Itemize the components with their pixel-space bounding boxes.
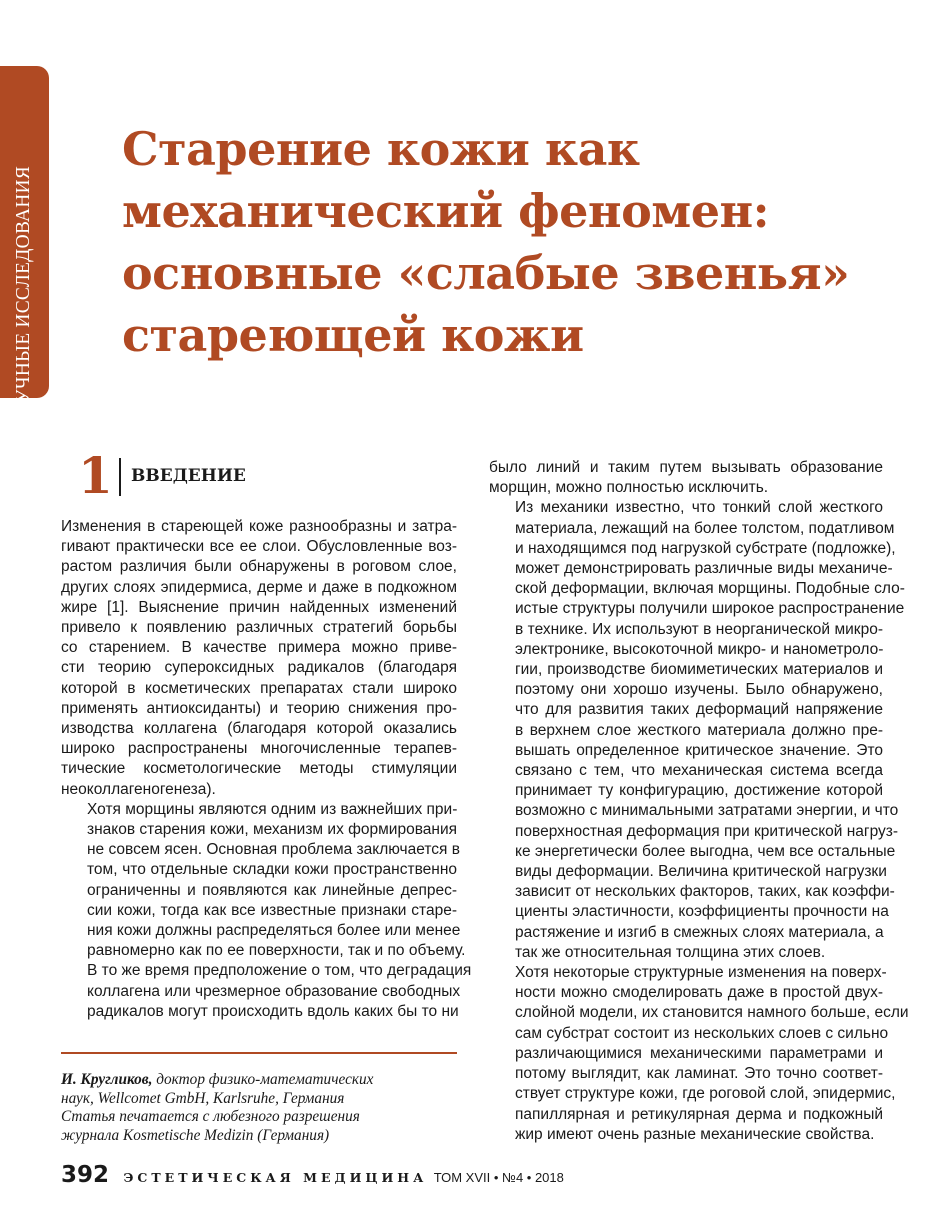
title-line: стареющей кожи bbox=[122, 308, 584, 362]
text-line: знаков старения кожи, механизм их формирования bbox=[87, 821, 457, 839]
section-side-tab bbox=[0, 66, 49, 430]
title-line: Старение кожи как bbox=[122, 122, 640, 176]
text-line: морщин, можно полностью исключить. bbox=[489, 479, 769, 497]
text-line: потому выглядит, как ламинат. Это точно соответ- bbox=[515, 1065, 883, 1083]
text-line: ния кожи должны распределяться более или менее bbox=[87, 922, 461, 940]
title-line: основные «слабые звенья» bbox=[122, 246, 850, 300]
text-line: других слоях эпидермиса, дерме и даже в подкожном bbox=[61, 578, 457, 596]
paragraph bbox=[61, 517, 457, 800]
text-line: широко распространены многочисленные терапев- bbox=[61, 740, 457, 758]
text-line: ской деформации, включая морщины. Подобные сло- bbox=[515, 580, 905, 598]
text-line: может демонстрировать различные виды механиче- bbox=[515, 560, 893, 578]
text-line: поэтому они хорошо изучены. Было обнаружено, bbox=[515, 681, 883, 699]
text-line: радикалов могут происходить вдоль каких бы то ни bbox=[87, 1002, 459, 1020]
text-line: Хотя морщины являются одним из важнейших при- bbox=[87, 800, 458, 818]
page-footer bbox=[61, 1162, 564, 1188]
text-line: зависит от нескольких факторов, таких, как коэффи- bbox=[515, 883, 895, 901]
journal-name: ЭСТЕТИЧЕСКАЯ МЕДИЦИНА bbox=[123, 1170, 428, 1185]
paragraph bbox=[61, 800, 472, 1022]
text-line: привело к появлению различных стратегий борьбы bbox=[61, 619, 457, 637]
text-line: циенты эластичности, коэффициенты прочности на bbox=[515, 903, 889, 921]
author-line: наук, Wellcomet GmbH, Karlsruhe, Германия bbox=[61, 1089, 345, 1107]
author-credentials: доктор физико-математических bbox=[152, 1071, 374, 1088]
text-line: тические косметологические методы стимуляции bbox=[61, 760, 457, 778]
text-line: связано с тем, что механическая система всегда bbox=[515, 762, 883, 780]
text-line: В то же время предположение о том, что деградация bbox=[87, 962, 472, 980]
text-line: принимает ту конфигурацию, достижение которой bbox=[515, 782, 883, 800]
text-line: том, что отдельные складки кожи пространственно bbox=[87, 861, 457, 879]
text-line: не совсем ясен. Основная проблема заключается в bbox=[87, 841, 460, 859]
text-line: которой в косметических препаратах стали широко bbox=[61, 679, 457, 697]
text-line: неоколлагеногенеза). bbox=[61, 780, 216, 798]
text-line: сти теорию супероксидных радикалов (благодаря bbox=[61, 659, 457, 677]
text-line: электронике, высокоточной микро- и нанометроло- bbox=[515, 640, 884, 658]
author-name: И. Кругликов, bbox=[61, 1071, 153, 1088]
text-line: ности можно смоделировать даже в простой двух- bbox=[515, 984, 883, 1002]
text-line: Из механики известно, что тонкий слой жесткого bbox=[515, 499, 883, 517]
issue-info: ТОМ XVII • №4 • 2018 bbox=[433, 1170, 564, 1185]
text-line: равномерно как по ее поверхности, так и по объему. bbox=[87, 942, 466, 960]
paragraph bbox=[489, 498, 905, 963]
text-line: ограниченны и появляются как линейные депрес- bbox=[87, 881, 457, 899]
text-line: виды деформации. Величина критической нагрузки bbox=[515, 863, 887, 881]
text-line: сам субстрат состоит из нескольких слоев с сильно bbox=[515, 1024, 889, 1042]
text-line: так же относительная толщина этих слоев. bbox=[515, 943, 826, 961]
author-line: Статья печатается с любезного разрешения bbox=[61, 1108, 360, 1125]
left-column bbox=[61, 517, 472, 1022]
paragraph bbox=[489, 458, 883, 498]
paragraph bbox=[489, 963, 909, 1145]
text-line: ствует структуре кожи, где роговой слой, эпидермис, bbox=[515, 1085, 896, 1103]
section-title: ВВЕДЕНИЕ bbox=[131, 466, 246, 486]
side-tab-label: НАУЧНЫЕ ИССЛЕДОВАНИЯ bbox=[13, 166, 34, 430]
text-line: ке энергетически более выгодна, чем все остальные bbox=[515, 842, 896, 860]
text-line: применять антиоксиданты) и теорию снижения про- bbox=[61, 699, 457, 717]
text-line: возможно с минимальными затратами энергии, и что bbox=[515, 802, 899, 820]
text-line: изводства коллагена (благодаря которой оказались bbox=[61, 720, 457, 738]
text-line: материала, лежащий на более толстом, податливом bbox=[515, 519, 895, 537]
text-line: различающимися механическими параметрами и bbox=[515, 1044, 883, 1062]
text-line: было линий и таким путем вызывать образование bbox=[489, 459, 883, 476]
text-line: коллагена или чрезмерное образование свободных bbox=[87, 982, 461, 1000]
text-line: в технике. Их используют в неорганической микро- bbox=[515, 620, 883, 638]
author-line: журнала Kosmetische Medizin (Германия) bbox=[61, 1126, 330, 1144]
text-line: гии, производстве биомиметических материалов и bbox=[515, 661, 883, 679]
right-column bbox=[489, 458, 909, 1145]
author-line bbox=[61, 1071, 457, 1090]
page-number: 392 bbox=[61, 1162, 110, 1188]
section-number: 1 bbox=[78, 446, 113, 505]
text-line: что для развития таких деформаций напряжение bbox=[515, 701, 883, 719]
text-line: Хотя некоторые структурные изменения на поверх- bbox=[515, 964, 887, 982]
author-note bbox=[61, 1071, 457, 1145]
text-line: сии кожи, тогда как все известные признаки старе- bbox=[87, 901, 457, 919]
text-line: папиллярная и ретикулярная дерма и подкожный bbox=[515, 1105, 883, 1123]
article-title bbox=[122, 118, 922, 366]
text-line: растяжение и изгиб в смежных слоях материала, а bbox=[515, 923, 884, 941]
section-divider bbox=[119, 458, 121, 496]
text-line: слойной модели, их становится намного больше, если bbox=[515, 1004, 909, 1022]
text-line: со старением. В качестве примера можно приве- bbox=[61, 639, 457, 657]
text-line: в верхнем слое жесткого материала должно пре- bbox=[515, 721, 883, 739]
author-divider bbox=[61, 1052, 457, 1054]
text-line: Изменения в стареющей коже разнообразны и затра- bbox=[61, 518, 457, 535]
text-line: и находящимся под нагрузкой субстрате (подложке), bbox=[515, 539, 896, 557]
title-line: механический феномен: bbox=[122, 184, 770, 238]
text-line: истые структуры получили широкое распространение bbox=[515, 600, 905, 618]
text-line: вышать определенное критическое значение. Это bbox=[515, 741, 883, 759]
text-line: жир имеют очень разные механические свойства. bbox=[515, 1125, 875, 1143]
text-line: поверхностная деформация при критической нагруз- bbox=[515, 822, 899, 840]
text-line: растом различия были обнаружены в роговом слое, bbox=[61, 558, 457, 576]
text-line: жире [1]. Выяснение причин найденных изменений bbox=[61, 598, 457, 616]
text-line: гивают практически все ее слои. Обусловленные воз- bbox=[61, 538, 457, 556]
